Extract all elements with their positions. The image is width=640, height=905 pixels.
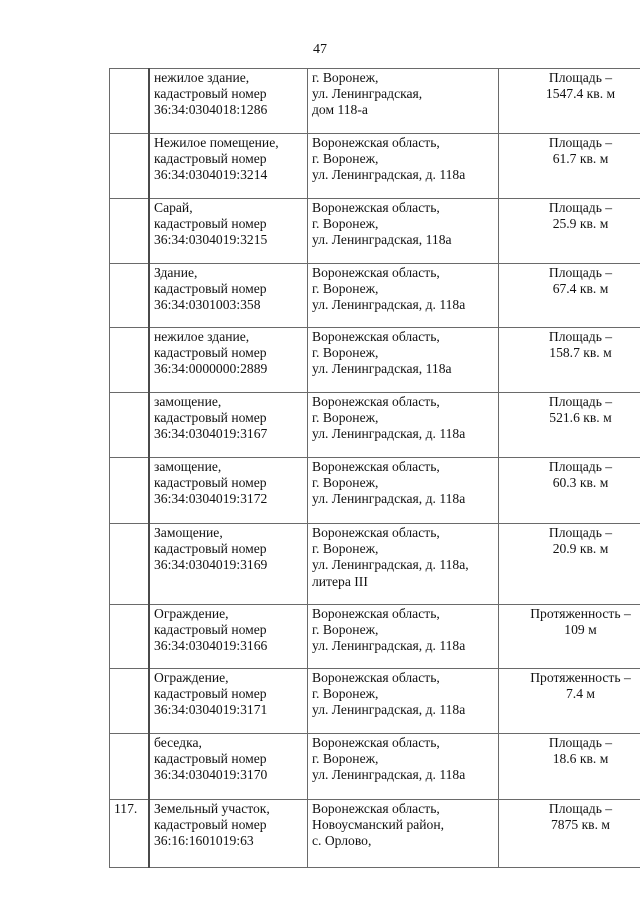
measure-label: Протяженность – bbox=[530, 606, 631, 621]
address-line: ул. Ленинградская, 118а bbox=[312, 361, 452, 377]
address-line: г. Воронеж, bbox=[312, 410, 379, 426]
measure-value: 158.7 кв. м bbox=[549, 345, 612, 361]
area-cell bbox=[499, 393, 640, 458]
row-number-cell bbox=[110, 264, 150, 328]
area-cell bbox=[499, 524, 640, 605]
measure-label: Площадь – bbox=[548, 200, 613, 215]
area-cell bbox=[499, 199, 640, 264]
table-row bbox=[110, 393, 640, 458]
area-cell bbox=[499, 734, 640, 800]
area-cell bbox=[499, 69, 640, 134]
measure-value: 109 м bbox=[564, 622, 597, 638]
object-name-cell bbox=[149, 134, 308, 199]
row-number-cell bbox=[110, 134, 150, 199]
row-number-cell bbox=[110, 199, 150, 264]
cadastral-label: кадастровый номер bbox=[154, 817, 267, 833]
address-cell bbox=[308, 134, 499, 199]
address-line: дом 118-а bbox=[312, 102, 368, 118]
object-type: Ограждение, bbox=[154, 670, 229, 685]
cadastral-number: 36:34:0301003:358 bbox=[154, 297, 261, 313]
cadastral-label: кадастровый номер bbox=[154, 410, 267, 426]
object-type: Ограждение, bbox=[154, 606, 229, 621]
address-cell bbox=[308, 199, 499, 264]
address-cell bbox=[308, 69, 499, 134]
address-line: г. Воронеж, bbox=[312, 751, 379, 767]
row-number-cell bbox=[110, 734, 150, 800]
cadastral-number: 36:34:0304019:3171 bbox=[154, 702, 268, 718]
address-line: Воронежская область, bbox=[312, 801, 440, 816]
measure-label: Площадь – bbox=[548, 265, 613, 280]
address-cell bbox=[308, 605, 499, 669]
row-number-cell bbox=[110, 800, 150, 868]
cadastral-number: 36:34:0304019:3215 bbox=[154, 232, 268, 248]
address-line: Воронежская область, bbox=[312, 329, 440, 344]
address-cell bbox=[308, 669, 499, 734]
area-cell bbox=[499, 800, 640, 868]
area-cell bbox=[499, 264, 640, 328]
cadastral-number: 36:34:0304019:3166 bbox=[154, 638, 268, 654]
object-name-cell bbox=[149, 264, 308, 328]
cadastral-number: 36:16:1601019:63 bbox=[154, 833, 254, 849]
address-line: Воронежская область, bbox=[312, 735, 440, 750]
cadastral-label: кадастровый номер bbox=[154, 751, 267, 767]
area-cell bbox=[499, 605, 640, 669]
table-row bbox=[110, 199, 640, 264]
measure-label: Площадь – bbox=[548, 70, 613, 85]
table-row bbox=[110, 800, 640, 868]
address-line: г. Воронеж, bbox=[312, 475, 379, 491]
address-cell bbox=[308, 328, 499, 393]
row-number: 117. bbox=[114, 801, 138, 816]
address-line: ул. Ленинградская, 118а bbox=[312, 232, 452, 248]
table-row bbox=[110, 524, 640, 605]
address-cell bbox=[308, 800, 499, 868]
cadastral-label: кадастровый номер bbox=[154, 686, 267, 702]
cadastral-label: кадастровый номер bbox=[154, 216, 267, 232]
address-line: ул. Ленинградская, д. 118а bbox=[312, 426, 466, 442]
measure-value: 20.9 кв. м bbox=[552, 541, 609, 557]
object-name-cell bbox=[149, 393, 308, 458]
address-cell bbox=[308, 524, 499, 605]
table-row bbox=[110, 605, 640, 669]
address-line: Воронежская область, bbox=[312, 200, 440, 215]
cadastral-label: кадастровый номер bbox=[154, 86, 267, 102]
object-name-cell bbox=[149, 669, 308, 734]
cadastral-number: 36:34:0304019:3214 bbox=[154, 167, 268, 183]
table-row bbox=[110, 734, 640, 800]
measure-label: Площадь – bbox=[548, 394, 613, 409]
address-line: Воронежская область, bbox=[312, 135, 440, 150]
address-line: ул. Ленинградская, д. 118а bbox=[312, 638, 466, 654]
row-number-cell bbox=[110, 328, 150, 393]
address-line: г. Воронеж, bbox=[312, 622, 379, 638]
area-cell bbox=[499, 669, 640, 734]
address-line: Воронежская область, bbox=[312, 606, 440, 621]
property-table bbox=[109, 68, 640, 868]
address-line: г. Воронеж, bbox=[312, 70, 379, 85]
table-row bbox=[110, 669, 640, 734]
measure-value: 7.4 м bbox=[566, 686, 595, 702]
address-cell bbox=[308, 734, 499, 800]
measure-value: 1547.4 кв. м bbox=[545, 86, 616, 102]
row-number-cell bbox=[110, 458, 150, 524]
object-type: Нежилое помещение, bbox=[154, 135, 279, 150]
row-number-cell bbox=[110, 524, 150, 605]
measure-label: Площадь – bbox=[548, 801, 613, 816]
object-type: нежилое здание, bbox=[154, 70, 250, 85]
object-type: беседка, bbox=[154, 735, 202, 750]
table-row bbox=[110, 458, 640, 524]
address-line: г. Воронеж, bbox=[312, 541, 379, 557]
address-cell bbox=[308, 458, 499, 524]
address-line: ул. Ленинградская, д. 118а bbox=[312, 491, 466, 507]
cadastral-number: 36:34:0304019:3170 bbox=[154, 767, 268, 783]
object-type: Здание, bbox=[154, 265, 198, 280]
address-line: ул. Ленинградская, д. 118а bbox=[312, 702, 466, 718]
table-row bbox=[110, 264, 640, 328]
cadastral-number: 36:34:0000000:2889 bbox=[154, 361, 268, 377]
object-name-cell bbox=[149, 524, 308, 605]
address-line: ул. Ленинградская, bbox=[312, 86, 423, 102]
measure-label: Площадь – bbox=[548, 135, 613, 150]
address-line: литера III bbox=[312, 573, 368, 589]
area-cell bbox=[499, 134, 640, 199]
measure-value: 61.7 кв. м bbox=[552, 151, 609, 167]
measure-value: 67.4 кв. м bbox=[552, 281, 609, 297]
cadastral-label: кадастровый номер bbox=[154, 475, 267, 491]
object-name-cell bbox=[149, 328, 308, 393]
object-name-cell bbox=[149, 734, 308, 800]
cadastral-label: кадастровый номер bbox=[154, 622, 267, 638]
cadastral-label: кадастровый номер bbox=[154, 345, 267, 361]
measure-value: 521.6 кв. м bbox=[549, 410, 612, 426]
address-line: г. Воронеж, bbox=[312, 345, 379, 361]
object-type: нежилое здание, bbox=[154, 329, 250, 344]
cadastral-label: кадастровый номер bbox=[154, 151, 267, 167]
address-line: г. Воронеж, bbox=[312, 686, 379, 702]
measure-value: 60.3 кв. м bbox=[552, 475, 609, 491]
table-row bbox=[110, 328, 640, 393]
address-line: Воронежская область, bbox=[312, 265, 440, 280]
address-cell bbox=[308, 264, 499, 328]
address-line: г. Воронеж, bbox=[312, 216, 379, 232]
address-cell bbox=[308, 393, 499, 458]
address-line: ул. Ленинградская, д. 118а bbox=[312, 767, 466, 783]
object-type: Замощение, bbox=[154, 525, 223, 540]
measure-value: 7875 кв. м bbox=[550, 817, 610, 833]
area-cell bbox=[499, 458, 640, 524]
object-name-cell bbox=[149, 458, 308, 524]
address-line: Воронежская область, bbox=[312, 525, 440, 540]
measure-value: 25.9 кв. м bbox=[552, 216, 609, 232]
row-number-cell bbox=[110, 669, 150, 734]
measure-value: 18.6 кв. м bbox=[552, 751, 609, 767]
object-type: замощение, bbox=[154, 459, 222, 474]
address-line: с. Орлово, bbox=[312, 833, 372, 849]
measure-label: Площадь – bbox=[548, 459, 613, 474]
row-number-cell bbox=[110, 393, 150, 458]
area-cell bbox=[499, 328, 640, 393]
measure-label: Площадь – bbox=[548, 525, 613, 540]
address-line: г. Воронеж, bbox=[312, 151, 379, 167]
address-line: Воронежская область, bbox=[312, 394, 440, 409]
cadastral-number: 36:34:0304019:3167 bbox=[154, 426, 268, 442]
measure-label: Площадь – bbox=[548, 735, 613, 750]
object-type: Земельный участок, bbox=[154, 801, 270, 816]
address-line: Воронежская область, bbox=[312, 670, 440, 685]
cadastral-label: кадастровый номер bbox=[154, 281, 267, 297]
address-line: ул. Ленинградская, д. 118а bbox=[312, 167, 466, 183]
address-line: г. Воронеж, bbox=[312, 281, 379, 297]
object-type: Сарай, bbox=[154, 200, 193, 215]
address-line: ул. Ленинградская, д. 118а bbox=[312, 297, 466, 313]
table-row bbox=[110, 134, 640, 199]
address-line: Новоусманский район, bbox=[312, 817, 445, 833]
object-name-cell bbox=[149, 605, 308, 669]
cadastral-label: кадастровый номер bbox=[154, 541, 267, 557]
row-number-cell bbox=[110, 605, 150, 669]
object-type: замощение, bbox=[154, 394, 222, 409]
measure-label: Протяженность – bbox=[530, 670, 631, 685]
address-line: ул. Ленинградская, д. 118а, bbox=[312, 557, 469, 573]
cadastral-number: 36:34:0304019:3172 bbox=[154, 491, 268, 507]
object-name-cell bbox=[149, 199, 308, 264]
object-name-cell bbox=[149, 800, 308, 868]
page-number: 47 bbox=[313, 42, 327, 57]
measure-label: Площадь – bbox=[548, 329, 613, 344]
cadastral-number: 36:34:0304018:1286 bbox=[154, 102, 268, 118]
object-name-cell bbox=[149, 69, 308, 134]
address-line: Воронежская область, bbox=[312, 459, 440, 474]
row-number-cell bbox=[110, 69, 150, 134]
table-row bbox=[110, 69, 640, 134]
cadastral-number: 36:34:0304019:3169 bbox=[154, 557, 268, 573]
